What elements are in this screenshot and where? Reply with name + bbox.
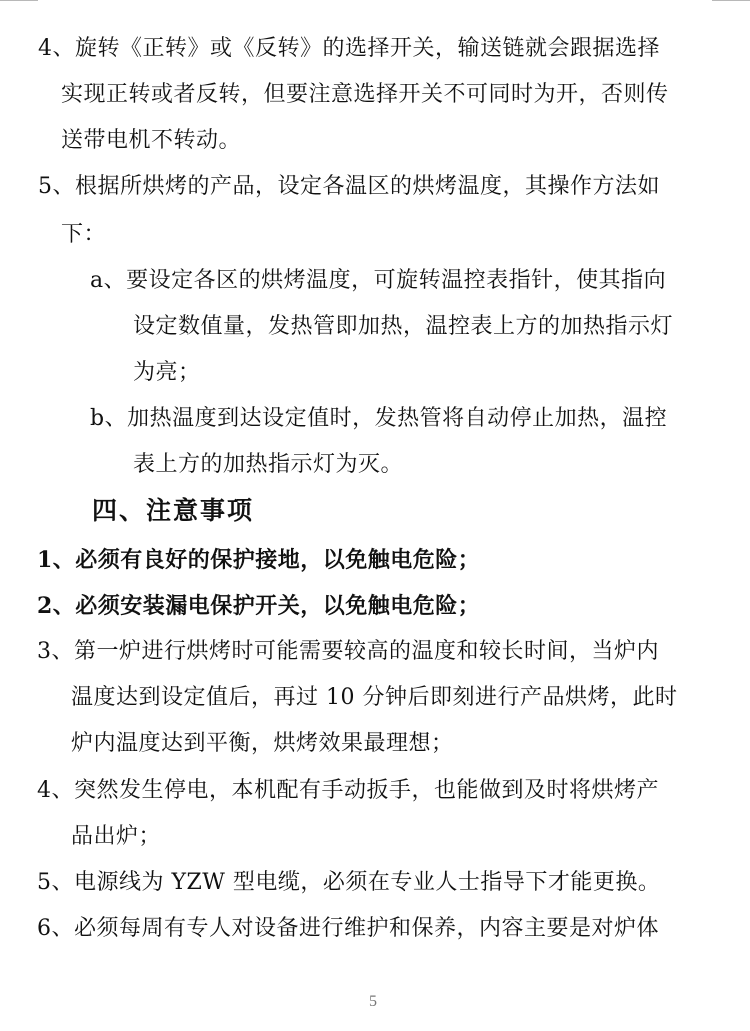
- note2-line: 2、必须安装漏电保护开关，以免触电危险；: [37, 593, 481, 619]
- note4-line1: 4、突然发生停电，本机配有手动扳手，也能做到及时将烘烤产: [37, 778, 659, 803]
- item5a-line2: 设定数值量，发热管即加热，温控表上方的加热指示灯: [133, 314, 674, 339]
- item4-line3: 送带电机不转动。: [61, 128, 242, 153]
- item5a-line1: a、要设定各区的烘烤温度，可旋转温控表指针，使其指向: [90, 268, 667, 293]
- section-heading: 四、注意事项: [92, 496, 255, 525]
- item4-line2: 实现正转或者反转，但要注意选择开关不可同时为开，否则传: [61, 82, 669, 107]
- item5-line1: 5、根据所烘烤的产品，设定各温区的烘烤温度，其操作方法如: [38, 174, 660, 199]
- note6-line: 6、必须每周有专人对设备进行维护和保养，内容主要是对炉体: [37, 916, 659, 941]
- page-number: 5: [369, 993, 377, 1010]
- item4-line1: 4、旋转《正转》或《反转》的选择开关，输送链就会跟据选择: [38, 36, 660, 61]
- note3-line3: 炉内温度达到平衡，烘烤效果最理想；: [71, 731, 454, 756]
- item5a-line3: 为亮；: [133, 360, 201, 385]
- note4-line2: 品出炉；: [71, 824, 162, 849]
- note1-line: 1、必须有良好的保护接地，以免触电危险；: [37, 547, 481, 573]
- note3-line2: 温度达到设定值后，再过 10 分钟后即刻进行产品烘烤，此时: [71, 685, 678, 710]
- item5-line2: 下：: [61, 222, 107, 247]
- item5b-line1: b、加热温度到达设定值时，发热管将自动停止加热，温控: [90, 406, 668, 431]
- note5-line: 5、电源线为 YZW 型电缆，必须在专业人士指导下才能更换。: [37, 870, 661, 895]
- item5b-line2: 表上方的加热指示灯为灭。: [133, 452, 404, 477]
- note3-line1: 3、第一炉进行烘烤时可能需要较高的温度和较长时间，当炉内: [37, 639, 659, 664]
